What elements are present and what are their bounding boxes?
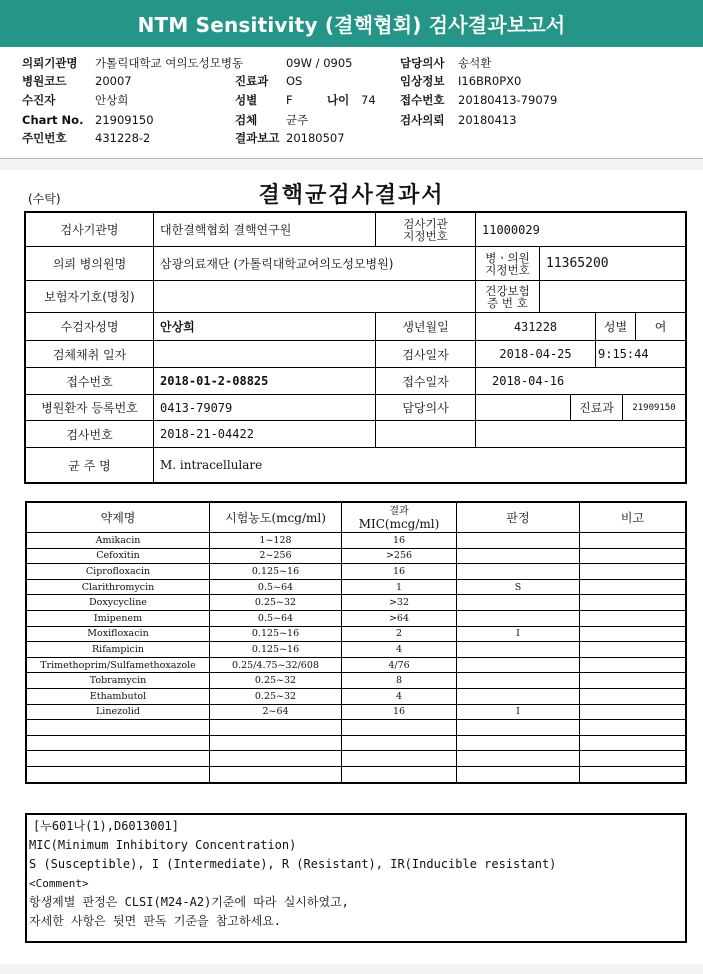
drug-row-drug-cell: Ethambutol xyxy=(27,689,210,705)
test-number-label: 검사번호 xyxy=(26,421,154,448)
drug-row-interp-cell xyxy=(457,549,580,565)
drug-row-note-cell xyxy=(580,658,685,674)
header-label: 병원코드 xyxy=(22,74,67,88)
header-label: 결과보고 xyxy=(235,131,280,145)
header-value: I16BR0PX0 xyxy=(458,74,522,88)
drug-row-range-cell: 2~64 xyxy=(210,705,342,721)
lab-number-label-line1: 검사기관 xyxy=(403,216,448,231)
registration-number-value: 0413-79079 xyxy=(154,395,376,421)
drug-row-drug-cell: Linezolid xyxy=(27,705,210,721)
header-label: 의뢰기관명 xyxy=(22,56,78,70)
age-label: 나이 xyxy=(327,93,350,107)
header-label: 임상정보 xyxy=(400,74,445,88)
drug-row-interp-cell xyxy=(457,767,580,783)
drug-row-range-cell: 0.5~64 xyxy=(210,611,342,627)
header-label: 진료과 xyxy=(235,74,269,88)
drug-row-mic-cell: 16 xyxy=(342,705,457,721)
drug-row-drug-cell: Imipenem xyxy=(27,611,210,627)
sex-label: 성별 xyxy=(596,313,636,341)
drug-row-drug-cell xyxy=(27,736,210,752)
drug-row-interp-cell xyxy=(457,751,580,767)
blank-cell xyxy=(376,421,476,448)
drug-row-note-cell xyxy=(580,673,685,689)
note-header: 비고 xyxy=(580,503,685,533)
header-value: 송석환 xyxy=(458,56,492,70)
header-value: 안상희 xyxy=(95,93,129,107)
header-label: Chart No. xyxy=(22,113,84,127)
drug-row-mic-cell: 2 xyxy=(342,627,457,643)
drug-row-drug-cell: Trimethoprim/Sulfamethoxazole xyxy=(27,658,210,674)
drug-row-note-cell xyxy=(580,720,685,736)
drug-row-note-cell xyxy=(580,595,685,611)
header-value: 20180507 xyxy=(286,131,345,145)
drug-row-note-cell xyxy=(580,549,685,565)
mic-header-line2: MIC(mcg/ml) xyxy=(358,516,440,531)
drug-header: 약제명 xyxy=(27,503,210,533)
header-label: 수진자 xyxy=(22,93,56,107)
doctor-label: 담당의사 xyxy=(376,395,476,421)
drug-row-range-cell xyxy=(210,767,342,783)
drug-row-interp-cell xyxy=(457,689,580,705)
consign-label: (수탁) xyxy=(28,192,61,206)
organism-label: 균 주 명 xyxy=(26,448,154,482)
test-date-value: 2018-04-25 xyxy=(476,341,596,368)
organism-value: M. intracellulare xyxy=(160,458,263,472)
drug-row-note-cell xyxy=(580,767,685,783)
header-label: 검체 xyxy=(235,113,258,127)
header-value: 20007 xyxy=(95,74,132,88)
patient-info-table xyxy=(24,211,687,484)
header-value: 20180413 xyxy=(458,113,517,127)
drug-row-note-cell xyxy=(580,533,685,549)
birth-date-value: 431228 xyxy=(476,313,596,341)
drug-row-range-cell: 0.5~64 xyxy=(210,580,342,596)
drug-row-mic-cell: 8 xyxy=(342,673,457,689)
patient-name-value: 안상희 xyxy=(154,313,376,341)
header-label: 검사의뢰 xyxy=(400,113,445,127)
drug-row-drug-cell xyxy=(27,751,210,767)
header-label: 접수번호 xyxy=(400,93,445,107)
department-value: 21909150 xyxy=(623,395,685,421)
header-value: 가톨릭대학교 여의도성모병동 xyxy=(95,56,244,70)
test-time-value: 9:15:44 xyxy=(596,341,685,368)
mic-definition-line: MIC(Minimum Inhibitory Concentration) xyxy=(29,838,297,852)
receipt-number-label: 접수번호 xyxy=(26,368,154,395)
blank-cell xyxy=(476,421,685,448)
drug-row-range-cell: 2~256 xyxy=(210,549,342,565)
drug-row-range-cell xyxy=(210,736,342,752)
drug-row-range-cell: 0.125~16 xyxy=(210,564,342,580)
test-number-value: 2018-21-04422 xyxy=(154,421,376,448)
drug-row-range-cell: 0.125~16 xyxy=(210,642,342,658)
document-title: 결핵균검사결과서 xyxy=(258,182,445,208)
drug-row-mic-cell: 16 xyxy=(342,564,457,580)
department-label: 진료과 xyxy=(571,395,623,421)
drug-row-interp-cell: S xyxy=(457,580,580,596)
interpretation-header: 판정 xyxy=(457,503,580,533)
drug-row-note-cell xyxy=(580,611,685,627)
hospital-value: 삼광의료재단 (가톨릭대학교여의도성모병원) xyxy=(154,247,476,281)
drug-row-range-cell: 0.25~32 xyxy=(210,689,342,705)
drug-row-mic-cell xyxy=(342,736,457,752)
code-line: [누601나(1),D6013001] xyxy=(33,819,180,833)
drug-row-drug-cell: Doxycycline xyxy=(27,595,210,611)
header-value: 균주 xyxy=(286,113,309,127)
drug-row-mic-cell xyxy=(342,767,457,783)
header-value: 09W / 0905 xyxy=(286,56,353,70)
comment-line-1: 항생제별 판정은 CLSI(M24-A2)기준에 따라 실시하였고, xyxy=(29,895,349,909)
drug-row-range-cell: 0.25/4.75~32/608 xyxy=(210,658,342,674)
header-label: 담당의사 xyxy=(400,56,445,70)
hospital-label: 의뢰 병의원명 xyxy=(26,247,154,281)
drug-row-interp-cell xyxy=(457,611,580,627)
mic-header-line1: 결과 xyxy=(389,505,409,517)
mic-header xyxy=(342,503,457,533)
drug-row-note-cell xyxy=(580,627,685,643)
birth-date-label: 생년월일 xyxy=(376,313,476,341)
lab-number-value: 11000029 xyxy=(476,213,685,247)
receipt-date-label: 접수일자 xyxy=(376,368,476,395)
drug-row-drug-cell: Ciprofloxacin xyxy=(27,564,210,580)
comment-heading: <Comment> xyxy=(29,877,89,890)
header-value: F xyxy=(286,93,293,107)
health-insurance-label-line1: 건강보험 xyxy=(485,283,530,298)
drug-row-interp-cell: I xyxy=(457,705,580,721)
header-info-panel xyxy=(0,47,703,159)
lab-number-label xyxy=(376,213,476,247)
drug-row-range-cell xyxy=(210,720,342,736)
comment-box xyxy=(25,813,687,943)
drug-row-drug-cell: Clarithromycin xyxy=(27,580,210,596)
hospital-number-label-line2: 지정번호 xyxy=(485,262,530,277)
drug-row-range-cell xyxy=(210,751,342,767)
lab-number-label-line2: 지정번호 xyxy=(403,228,448,243)
patient-name-label: 수검자성명 xyxy=(26,313,154,341)
lab-name-value: 대한결핵협회 결핵연구원 xyxy=(154,213,376,247)
collection-date-value xyxy=(154,341,376,368)
header-value: 431228-2 xyxy=(95,131,151,145)
susceptibility-table xyxy=(25,501,687,784)
drug-row-mic-cell: >256 xyxy=(342,549,457,565)
test-date-label: 검사일자 xyxy=(376,341,476,368)
drug-row-range-cell: 0.25~32 xyxy=(210,595,342,611)
doctor-value xyxy=(476,395,571,421)
drug-row-interp-cell xyxy=(457,673,580,689)
comment-line-2: 자세한 사항은 뒷면 판독 기준을 참고하세요. xyxy=(29,914,282,928)
drug-row-note-cell xyxy=(580,736,685,752)
registration-number-label: 병원환자 등록번호 xyxy=(26,395,154,421)
interpretation-legend-line: S (Susceptible), I (Intermediate), R (Resistant), IR(Inducible resistant) xyxy=(29,857,557,871)
drug-row-interp-cell: I xyxy=(457,627,580,643)
drug-row-drug-cell: Tobramycin xyxy=(27,673,210,689)
drug-row-interp-cell xyxy=(457,533,580,549)
drug-row-interp-cell xyxy=(457,564,580,580)
receipt-number-value: 2018-01-2-08825 xyxy=(154,368,376,395)
drug-row-drug-cell: Rifampicin xyxy=(27,642,210,658)
header-value: OS xyxy=(286,74,303,88)
header-value: 20180413-79079 xyxy=(458,93,558,107)
drug-row-drug-cell xyxy=(27,720,210,736)
lab-name-label: 검사기관명 xyxy=(26,213,154,247)
drug-row-mic-cell xyxy=(342,751,457,767)
hospital-number-label-line1: 병ㆍ의원 xyxy=(485,250,530,265)
drug-row-note-cell xyxy=(580,689,685,705)
drug-row-mic-cell: 4 xyxy=(342,689,457,705)
drug-row-range-cell: 0.25~32 xyxy=(210,673,342,689)
drug-row-mic-cell: 4/76 xyxy=(342,658,457,674)
drug-row-interp-cell xyxy=(457,595,580,611)
drug-row-mic-cell: 1 xyxy=(342,580,457,596)
drug-row-note-cell xyxy=(580,642,685,658)
header-value: 21909150 xyxy=(95,113,154,127)
health-insurance-value xyxy=(540,281,685,313)
receipt-date-value: 2018-04-16 xyxy=(476,368,685,395)
drug-row-drug-cell: Amikacin xyxy=(27,533,210,549)
drug-row-drug-cell: Moxifloxacin xyxy=(27,627,210,643)
report-title: NTM Sensitivity (결핵협회) 검사결과보고서 xyxy=(0,0,703,47)
drug-row-mic-cell: 16 xyxy=(342,533,457,549)
header-label: 성별 xyxy=(235,93,258,107)
drug-row-note-cell xyxy=(580,564,685,580)
drug-row-range-cell: 1~128 xyxy=(210,533,342,549)
hospital-number-value: 11365200 xyxy=(540,247,685,281)
hospital-number-label xyxy=(476,247,540,281)
drug-row-drug-cell: Cefoxitin xyxy=(27,549,210,565)
drug-row-mic-cell: 4 xyxy=(342,642,457,658)
drug-row-interp-cell xyxy=(457,736,580,752)
drug-row-interp-cell xyxy=(457,720,580,736)
drug-row-mic-cell xyxy=(342,720,457,736)
drug-row-range-cell: 0.125~16 xyxy=(210,627,342,643)
age-value: 74 xyxy=(361,93,376,107)
drug-row-mic-cell: >64 xyxy=(342,611,457,627)
range-header: 시험농도(mcg/ml) xyxy=(210,503,342,533)
collection-date-label: 검체채취 일자 xyxy=(26,341,154,368)
health-insurance-label-line2: 증 번 호 xyxy=(487,295,528,310)
drug-row-interp-cell xyxy=(457,658,580,674)
drug-row-interp-cell xyxy=(457,642,580,658)
health-insurance-label xyxy=(476,281,540,313)
sex-value: 여 xyxy=(636,313,685,341)
insurance-label: 보험자기호(명칭) xyxy=(26,281,154,313)
insurance-value xyxy=(154,281,476,313)
drug-row-note-cell xyxy=(580,705,685,721)
header-label: 주민번호 xyxy=(22,131,67,145)
drug-row-note-cell xyxy=(580,580,685,596)
drug-row-note-cell xyxy=(580,751,685,767)
drug-row-mic-cell: >32 xyxy=(342,595,457,611)
drug-row-drug-cell xyxy=(27,767,210,783)
